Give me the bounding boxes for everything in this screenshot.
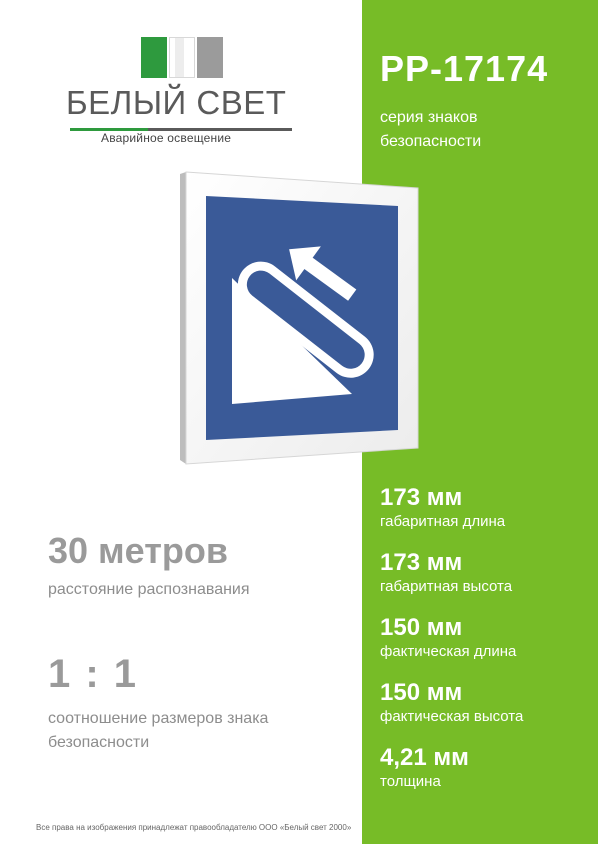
spec-label: фактическая высота [380,708,524,725]
aspect-ratio-label: соотношение размеров знака безопасности [48,710,269,751]
spec-item [380,744,469,792]
spec-label: габаритная длина [380,513,506,530]
escalator-up-left-icon [174,168,424,468]
spec-label: габаритная высота [380,578,513,595]
copyright-notice: Все права на изображения принадлежат правообладателю ООО «Белый свет 2000» [36,823,352,832]
spec-item [380,484,505,532]
spec-value: 173 мм [380,549,463,576]
product-article: PP-17174 [380,48,549,89]
aspect-ratio-value: 1 : 1 [48,652,139,696]
spec-value: 4,21 мм [380,744,469,771]
spec-value: 150 мм [380,679,463,706]
safety-sign-image [174,168,424,468]
spec-item [380,679,523,727]
recognition-distance-value: 30 метров [48,530,228,571]
brand-tagline: Аварийное освещение [101,131,232,145]
spec-label: толщина [380,773,441,790]
spec-value: 173 мм [380,484,463,511]
brand-logo-icon [141,37,223,78]
recognition-distance-label: расстояние распознавания [48,581,250,598]
brand-name: БЕЛЫЙ СВЕТ [66,84,287,121]
spec-value: 150 мм [380,614,463,641]
spec-item [380,614,516,662]
spec-item [380,549,512,597]
product-series: серия знаков безопасности [380,109,482,150]
spec-label: фактическая длина [380,643,517,660]
